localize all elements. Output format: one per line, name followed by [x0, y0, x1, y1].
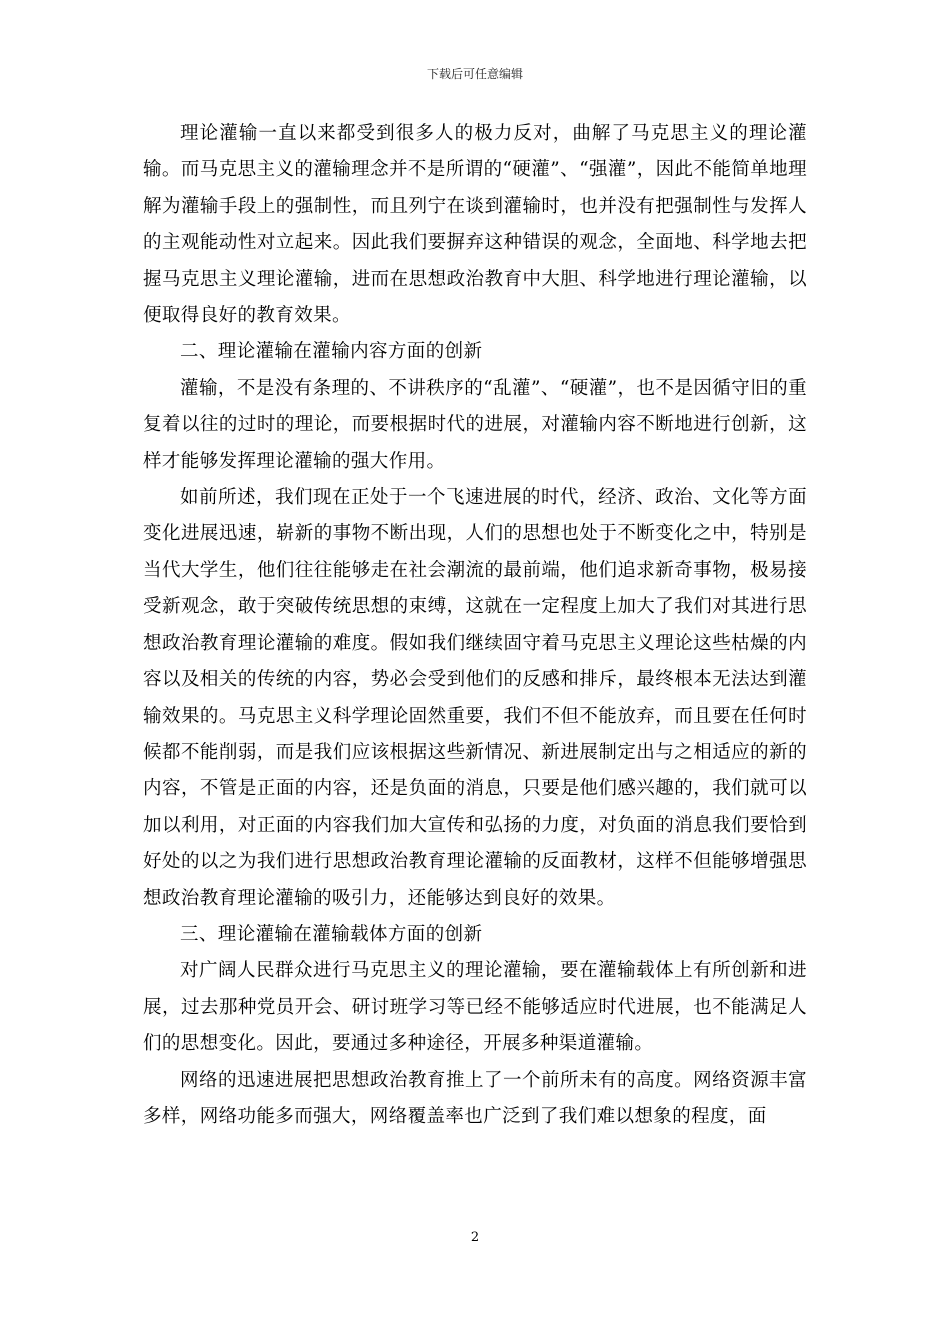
paragraph-carrier-innovation: 对广阔人民群众进行马克思主义的理论灌输，要在灌输载体上有所创新和进展，过去那种党员开会、研讨班学习等已经不能够适应时代进展，也不能满足人们的思想变化。因此，要通过多种途径，开展多种渠道灌输。: [143, 960, 807, 1055]
paragraph-intro: 理论灌输一直以来都受到很多人的极力反对，曲解了马克思主义的理论灌输。而马克思主义的灌输理念并不是所谓的“硬灌”、“强灌”，因此不能简单地理解为灌输手段上的强制性，而且列宁在谈到灌输时，也并没有把强制性与发挥人的主观能动性对立起来。因此我们要摒弃这种错误的观念，全面地、科学地去把握马克思主义理论灌输，进而在思想政治教育中大胆、科学地进行理论灌输，以便取得良好的教育效果。: [143, 123, 807, 327]
page-header-note: 下载后可任意编辑: [426, 67, 523, 81]
section-heading-carrier-innovation: 三、理论灌输在灌输载体方面的创新: [180, 923, 483, 945]
page-number: 2: [470, 1230, 480, 1245]
paragraph-content-innovation: 灌输，不是没有条理的、不讲秩序的“乱灌”、“硬灌”，也不是因循守旧的重复着以往的过时的理论，而要根据时代的进展，对灌输内容不断地进行创新，这样才能够发挥理论灌输的强大作用。: [143, 377, 807, 472]
section-heading-content-innovation: 二、理论灌输在灌输内容方面的创新: [180, 341, 483, 363]
document-body: [143, 116, 807, 1135]
paragraph-era-development: 如前所述，我们现在正处于一个飞速进展的时代，经济、政治、文化等方面变化进展迅速，崭新的事物不断出现，人们的思想也处于不断变化之中，特别是当代大学生，他们往往能够走在社会潮流的最前端，他们追求新奇事物，极易接受新观念，敢于突破传统思想的束缚，这就在一定程度上加大了我们对其进行思想政治教育理论灌输的难度。假如我们继续固守着马克思主义理论这些枯燥的内容以及相关的传统的内容，势必会受到他们的反感和排斥，最终根本无法达到灌输效果的。马克思主义科学理论固然重要，我们不但不能放弃，而且要在任何时候都不能削弱，而是我们应该根据这些新情况、新进展制定出与之相适应的新的内容，不管是正面的内容，还是负面的消息，只要是他们感兴趣的，我们就可以加以利用，对正面的内容我们加大宣传和弘扬的力度，对负面的消息我们要恰到好处的以之为我们进行思想政治教育理论灌输的反面教材，这样不但能够增强思想政治教育理论灌输的吸引力，还能够达到良好的效果。: [143, 487, 807, 909]
paragraph-network: 网络的迅速进展把思想政治教育推上了一个前所未有的高度。网络资源丰富多样，网络功能多而强大，网络覆盖率也广泛到了我们难以想象的程度，面: [143, 1069, 807, 1127]
